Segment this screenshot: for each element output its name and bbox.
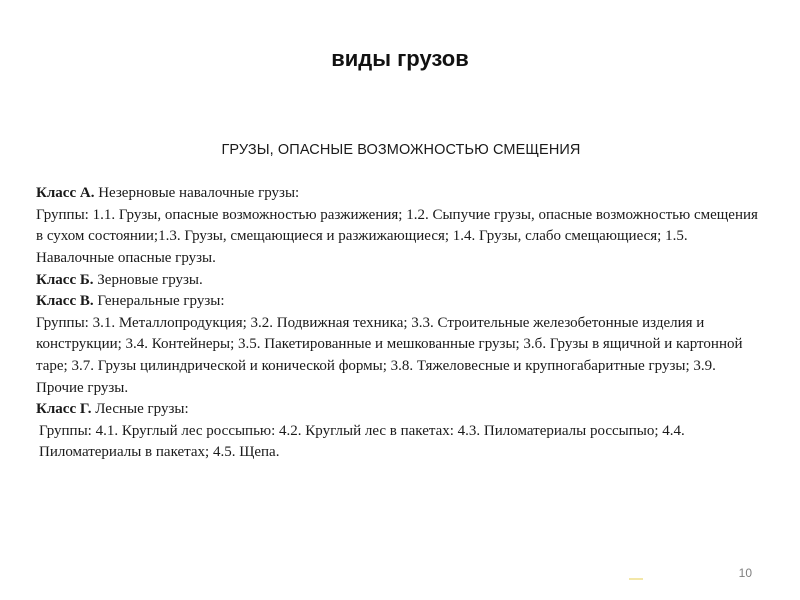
class-b-heading [36,270,766,292]
class-a-heading [36,183,766,205]
class-a-label: Класс А. [36,185,95,202]
class-g-name: Лесные грузы: [91,401,189,418]
footer-decoration [629,578,643,580]
class-g-label: Класс Г. [36,401,92,418]
class-v-groups: Группы: 3.1. Металлопродукция; 3.2. Подвижная техника; 3.3. Строительные железобетонные изделия и конструкции; 3.4. Контейнеры; 3.5. Пакетированные и мешкованные грузы; 3.б. Грузы в ящичной и картонной таре; 3.7. Грузы цилиндрической и конической формы; 3.8. Тяжеловесные и крупногабаритные грузы; 3.9. Прочие грузы. [36,314,743,396]
class-a-name: Незерновые навалочные грузы: [94,185,300,202]
class-v-name: Генеральные грузы: [93,293,225,310]
section-subheading: ГРУЗЫ, ОПАСНЫЕ ВОЗМОЖНОСТЬЮ СМЕЩЕНИЯ [221,142,581,158]
class-b-label: Класс Б. [36,271,94,288]
page-number: 10 [738,566,752,580]
slide-content [36,140,766,464]
class-v-heading [36,291,766,313]
class-g-groups: Группы: 4.1. Круглый лес россыпью: 4.2. Круглый лес в пакетах: 4.3. Пиломатериалы россыпыо; 4.4. Пиломатериалы в пакетах; 4.5. Щепа. [39,422,685,461]
class-g-heading [36,399,766,421]
slide-title: виды грузов [331,46,469,71]
class-b-name: Зерновые грузы. [93,271,203,288]
class-v-label: Класс В. [36,293,94,310]
class-a-groups: Группы: 1.1. Грузы, опасные возможностью разжижения; 1.2. Сыпучие грузы, опасные возможностью смещения в сухом состоянии;1.3. Грузы, смещающиеся и разжижающиеся; 1.4. Грузы, слабо смещающиеся; 1.5. Навалочные опасные грузы. [36,206,758,266]
